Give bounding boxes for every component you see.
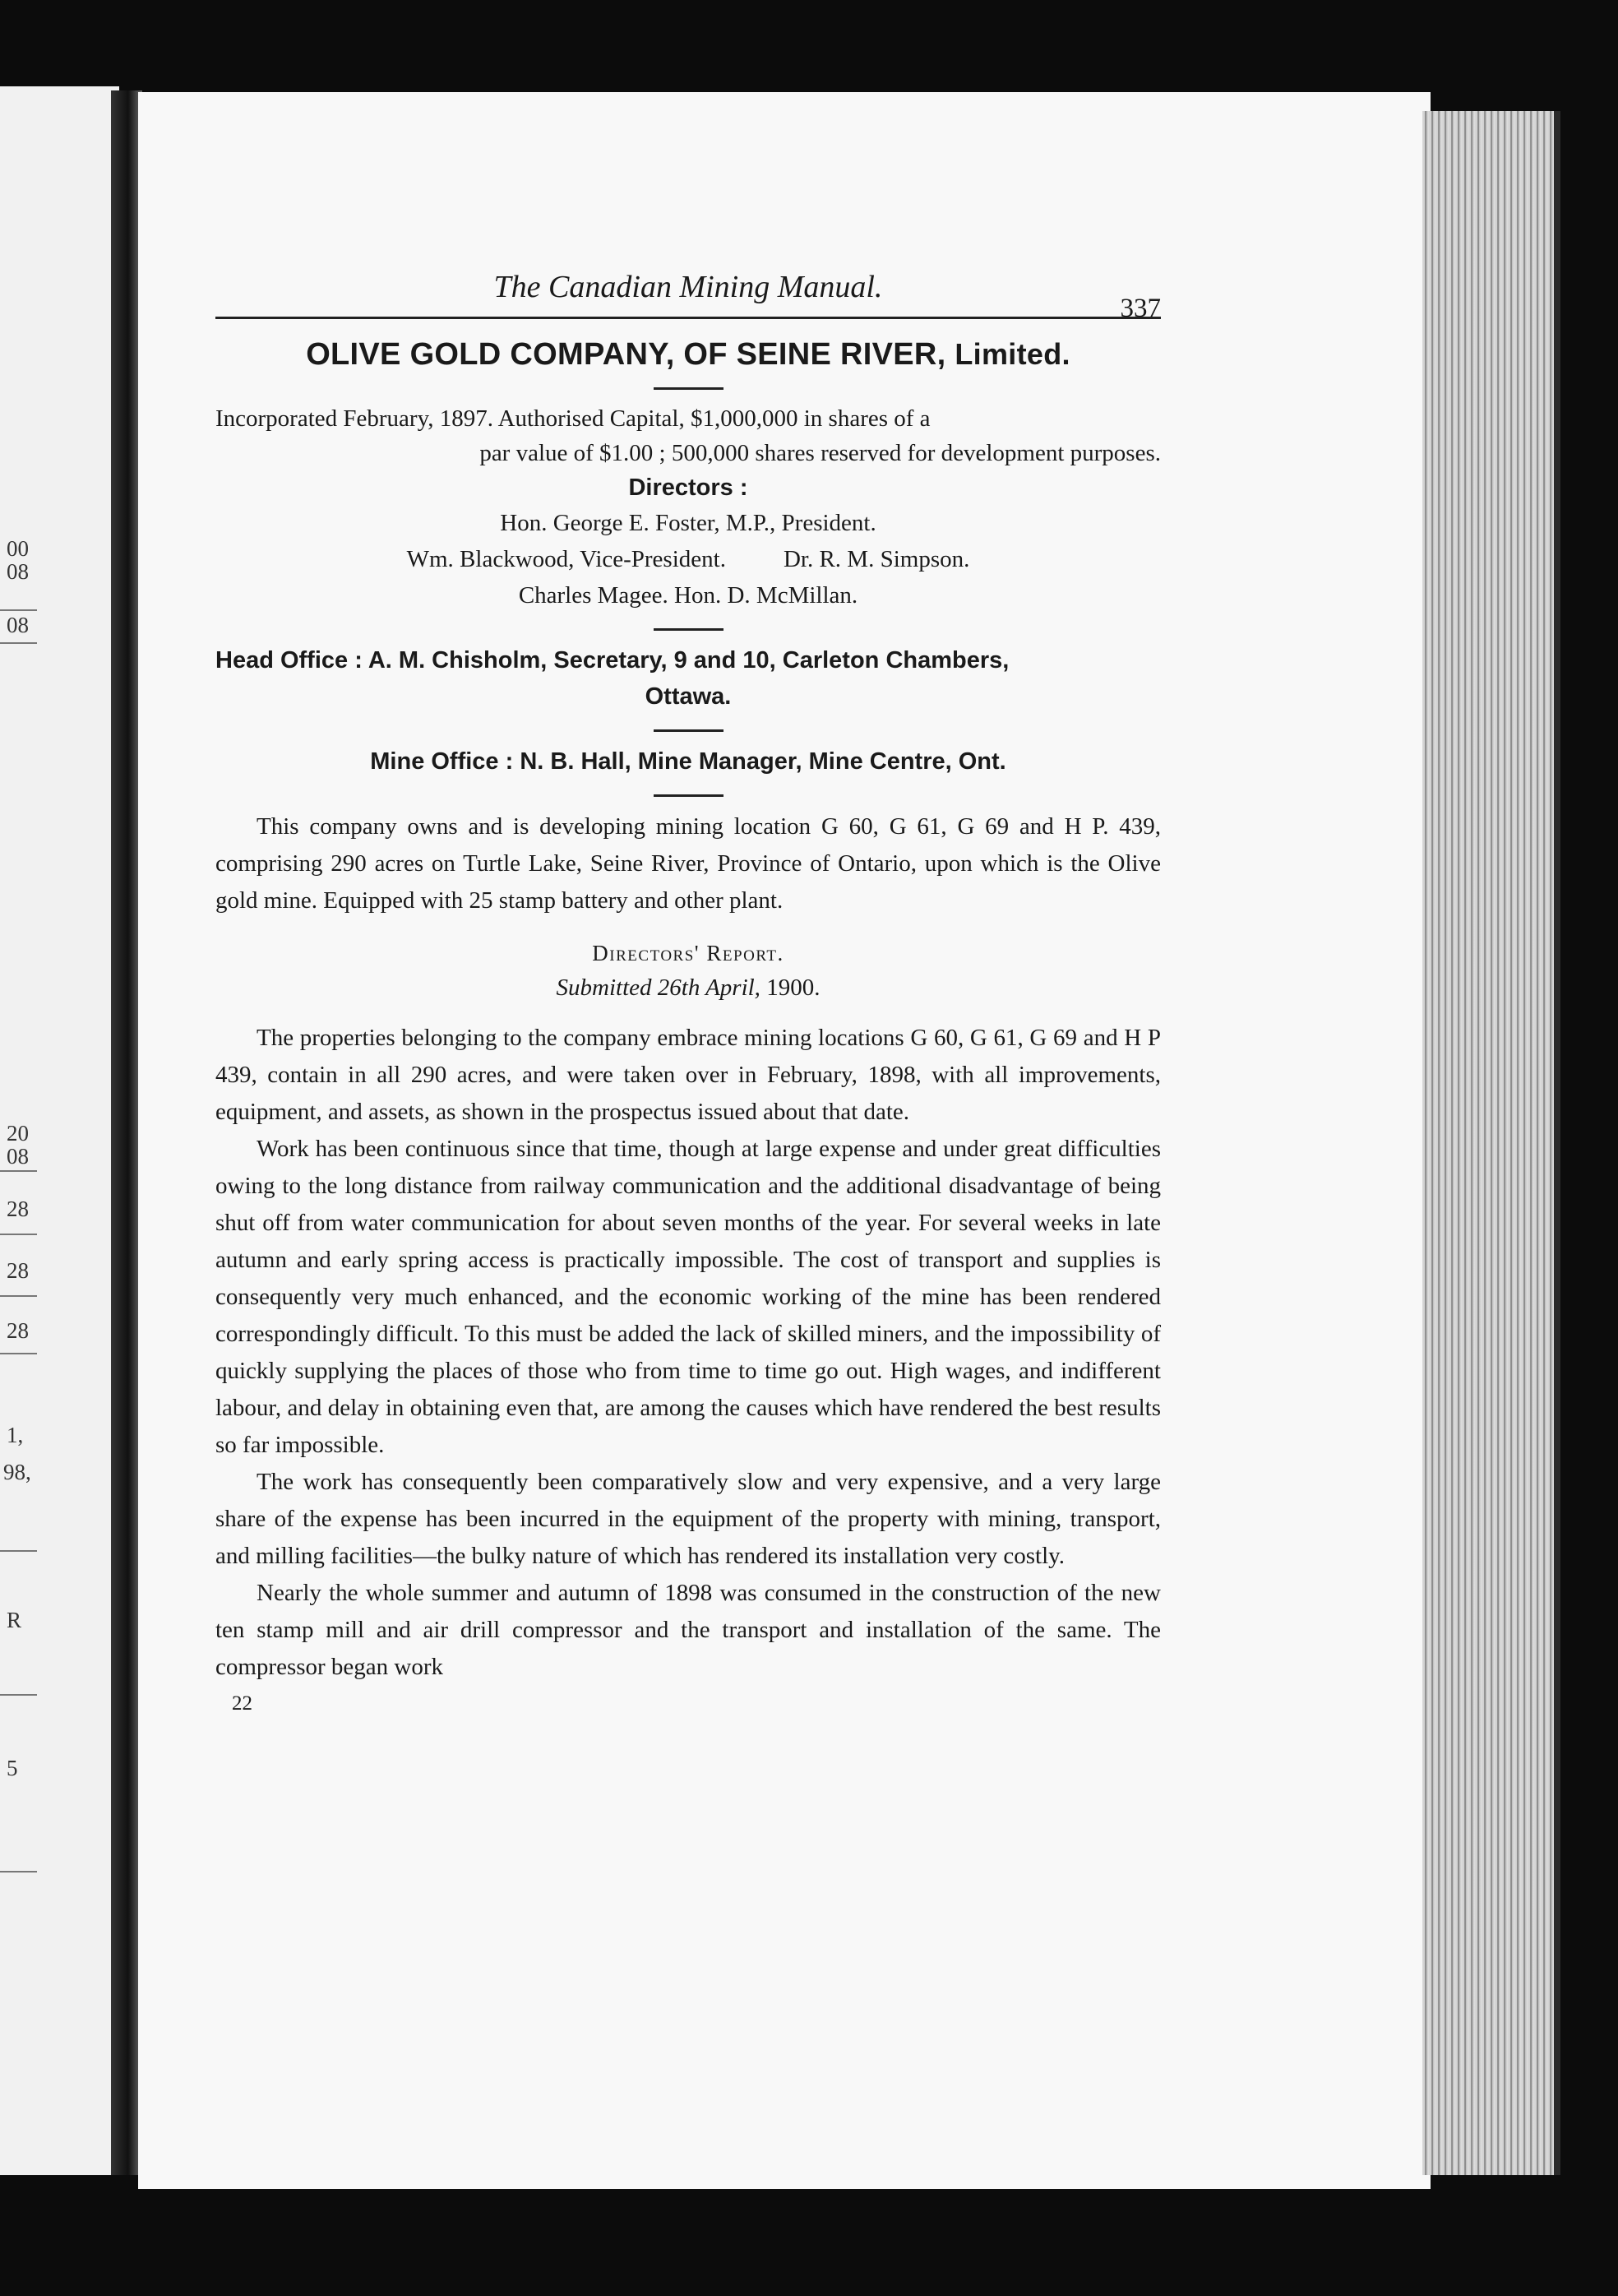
page-content	[215, 259, 1161, 1715]
running-title: The Canadian Mining Manual.	[493, 270, 883, 304]
directors-heading: Directors :	[628, 474, 748, 501]
left-page-fragment: 08	[7, 1144, 29, 1169]
left-page-fragment: 5	[7, 1756, 18, 1780]
left-page-fragment: 08	[7, 613, 29, 637]
divider	[654, 794, 723, 797]
left-page-fragment: 20	[7, 1121, 29, 1146]
head-office-city: Ottawa.	[645, 683, 732, 710]
company-suffix: Limited.	[955, 337, 1070, 371]
left-page-fragment: 1,	[7, 1423, 24, 1447]
director-simpson: Dr. R. M. Simpson.	[783, 546, 970, 572]
report-date-text: Submitted 26th April,	[556, 974, 760, 1001]
left-page-fragment: 08	[7, 559, 29, 584]
incorporation-text	[215, 401, 1161, 470]
divider	[654, 387, 723, 390]
company-title	[215, 337, 1161, 373]
report-date	[215, 974, 1161, 1002]
left-page-fragment: 00	[7, 536, 29, 561]
company-description: This company owns and is developing mining location G 60, G 61, G 69 and H P. 439, comprising 290 acres on Turtle Lake, Seine River, Province of Ontario, upon which is the Olive gold mine. Equipped with 25 stamp battery and other plant.	[215, 813, 1161, 914]
left-page-fragment: 28	[7, 1318, 29, 1343]
report-paragraph: Work has been continuous since that time, though at large expense and under great difficulties owing to the long distance from railway communication and the additional disadvantage of being shut off from water communication for about seven months of the year. For several weeks in late autumn and early spring access is practically impossible. The cost of transport and supplies is consequently very much enhanced, and the economic working of the mine has been rendered correspondingly difficult. To this must be added the lack of skilled miners, and the impossibility of quickly supplying the places of those who from time to time go out. High wages, and indifferent labour, and delay in obtaining even that, are among the causes which have rendered the best results so far impossible.	[215, 1136, 1161, 1458]
head-office	[215, 642, 1161, 715]
page-edges	[1422, 111, 1560, 2175]
director-vice-president: Wm. Blackwood, Vice-President.	[406, 546, 726, 572]
divider	[654, 628, 723, 631]
report-paragraph: Nearly the whole summer and autumn of 1898 was consumed in the construction of the new ten stamp mill and air drill compressor and the transport and installation of the same. The compressor began work	[215, 1580, 1161, 1680]
left-page-fragment: 28	[7, 1258, 29, 1283]
signature-mark: 22	[232, 1692, 252, 1715]
report-title: Directors' Report.	[592, 941, 784, 965]
left-page-fragment: 98,	[3, 1460, 31, 1484]
mine-office: Mine Office : N. B. Hall, Mine Manager, Mine Centre, Ont.	[370, 748, 1006, 775]
page-number: 337	[1120, 294, 1161, 323]
left-page-fragment: R	[7, 1608, 22, 1632]
running-head	[215, 259, 1161, 323]
left-facing-page	[0, 86, 119, 2175]
report-date-year: 1900.	[766, 974, 821, 1001]
directors-line-3: Charles Magee. Hon. D. McMillan.	[518, 582, 858, 609]
incorporation-line-2: par value of $1.00 ; 500,000 shares reserved for development purposes.	[479, 440, 1161, 466]
report-paragraph: The work has consequently been comparatively slow and very expensive, and a very large share of the expense has been incurred in the equipment of the property with mining, transport, and milling facilities—the bulky nature of which has rendered its installation very costly.	[215, 1469, 1161, 1569]
company-name: OLIVE GOLD COMPANY, OF SEINE RIVER,	[306, 337, 946, 372]
head-office-address: Head Office : A. M. Chisholm, Secretary, 9 and 10, Carleton Chambers,	[215, 647, 1010, 674]
left-page-fragment: 28	[7, 1197, 29, 1221]
directors-line-2	[215, 541, 1161, 577]
divider	[654, 729, 723, 732]
report-paragraph: The properties belonging to the company embrace mining locations G 60, G 61, G 69 and H P 439, contain in all 290 acres, and were taken over in February, 1898, with all improvements, equipment, and assets, as shown in the prospectus issued about that date.	[215, 1025, 1161, 1125]
incorporation-line-1: Incorporated February, 1897. Authorised Capital, $1,000,000 in shares of a	[215, 405, 931, 432]
directors-line-1: Hon. George E. Foster, M.P., President.	[500, 510, 876, 536]
